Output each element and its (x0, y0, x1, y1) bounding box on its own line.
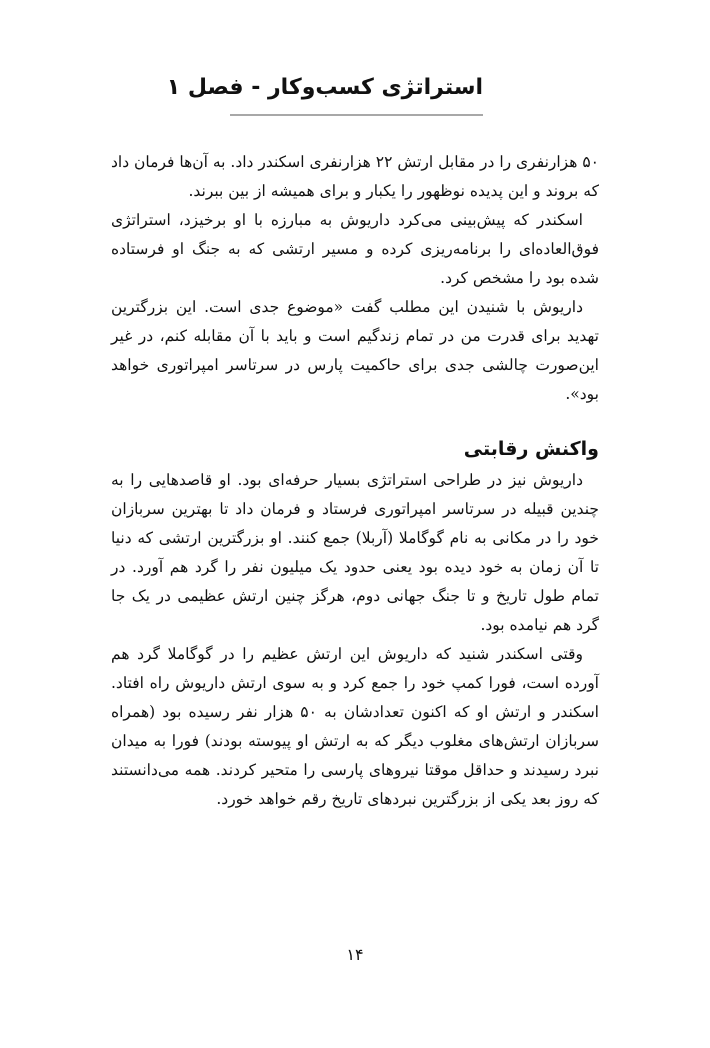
page-number: ۱۴ (346, 945, 364, 964)
body-text (111, 148, 599, 814)
paragraph: داریوش نیز در طراحی استراتژی بسیار حرفه‌ای بود. او قاصدهایی را به چندین قبیله در سرتاسر امپراتوری فرستاد و فرمان داد تا بهترین سربازان خود را در مکانی به نام گوگاملا (آربلا) جمع کنند. او بزرگترین ارتشی که دنیا تا آن زمان به خود دیده بود یعنی حدود یک میلیون نفر را گرد هم آورد. در تمام طول تاریخ و تا جنگ جهانی دوم، هرگز چنین ارتش عظیمی در یک جا گرد هم نیامده بود. (111, 471, 599, 634)
header-divider (230, 114, 483, 116)
paragraph: داریوش با شنیدن این مطلب گفت «موضوع جدی است. این بزرگترین تهدید برای قدرت من در تمام زندگیم است و باید با آن مقابله کنم، در غیر این‌صورت چالشی جدی برای حاکمیت پارس در سرتاسر امپراتوری خواهد بود». (111, 298, 599, 403)
paragraph: وقتی اسکندر شنید که داریوش این ارتش عظیم را در گوگاملا گرد هم آورده است، فورا کمپ خود را جمع کرد و به سوی ارتش داریوش راه افتاد. اسکندر و ارتش او که اکنون تعدادشان به ۵۰ هزار نفر رسیده بود (همراه سربازان ارتش‌های مغلوب دیگر که به ارتش او پیوسته بودند) فورا به میدان نبرد رسیدند و حداقل موقتا نیروهای پارسی را متحیر کردند. همه می‌دانستند که روز بعد یکی از بزرگترین نبردهای تاریخ رقم خواهد خورد. (111, 645, 599, 808)
chapter-title: استراتژی کسب‌وکار - فصل ۱ (166, 75, 483, 100)
paragraph: اسکندر که پیش‌بینی می‌کرد داریوش به مبارزه با او برخیزد، استراتژی فوق‌العاده‌ای را برنامه‌ریزی کرده و مسیر ارتشی که به جنگ او فرستاده شده بود را مشخص کرد. (111, 211, 599, 287)
running-header (166, 70, 483, 116)
paragraph: ۵۰ هزارنفری را در مقابل ارتش ۲۲ هزارنفری اسکندر داد. به آن‌ها فرمان داد که بروند و این پدیده نوظهور را یکبار و برای همیشه از بین ببرند. (111, 153, 599, 200)
section-heading: واکنش رقابتی (463, 438, 599, 460)
